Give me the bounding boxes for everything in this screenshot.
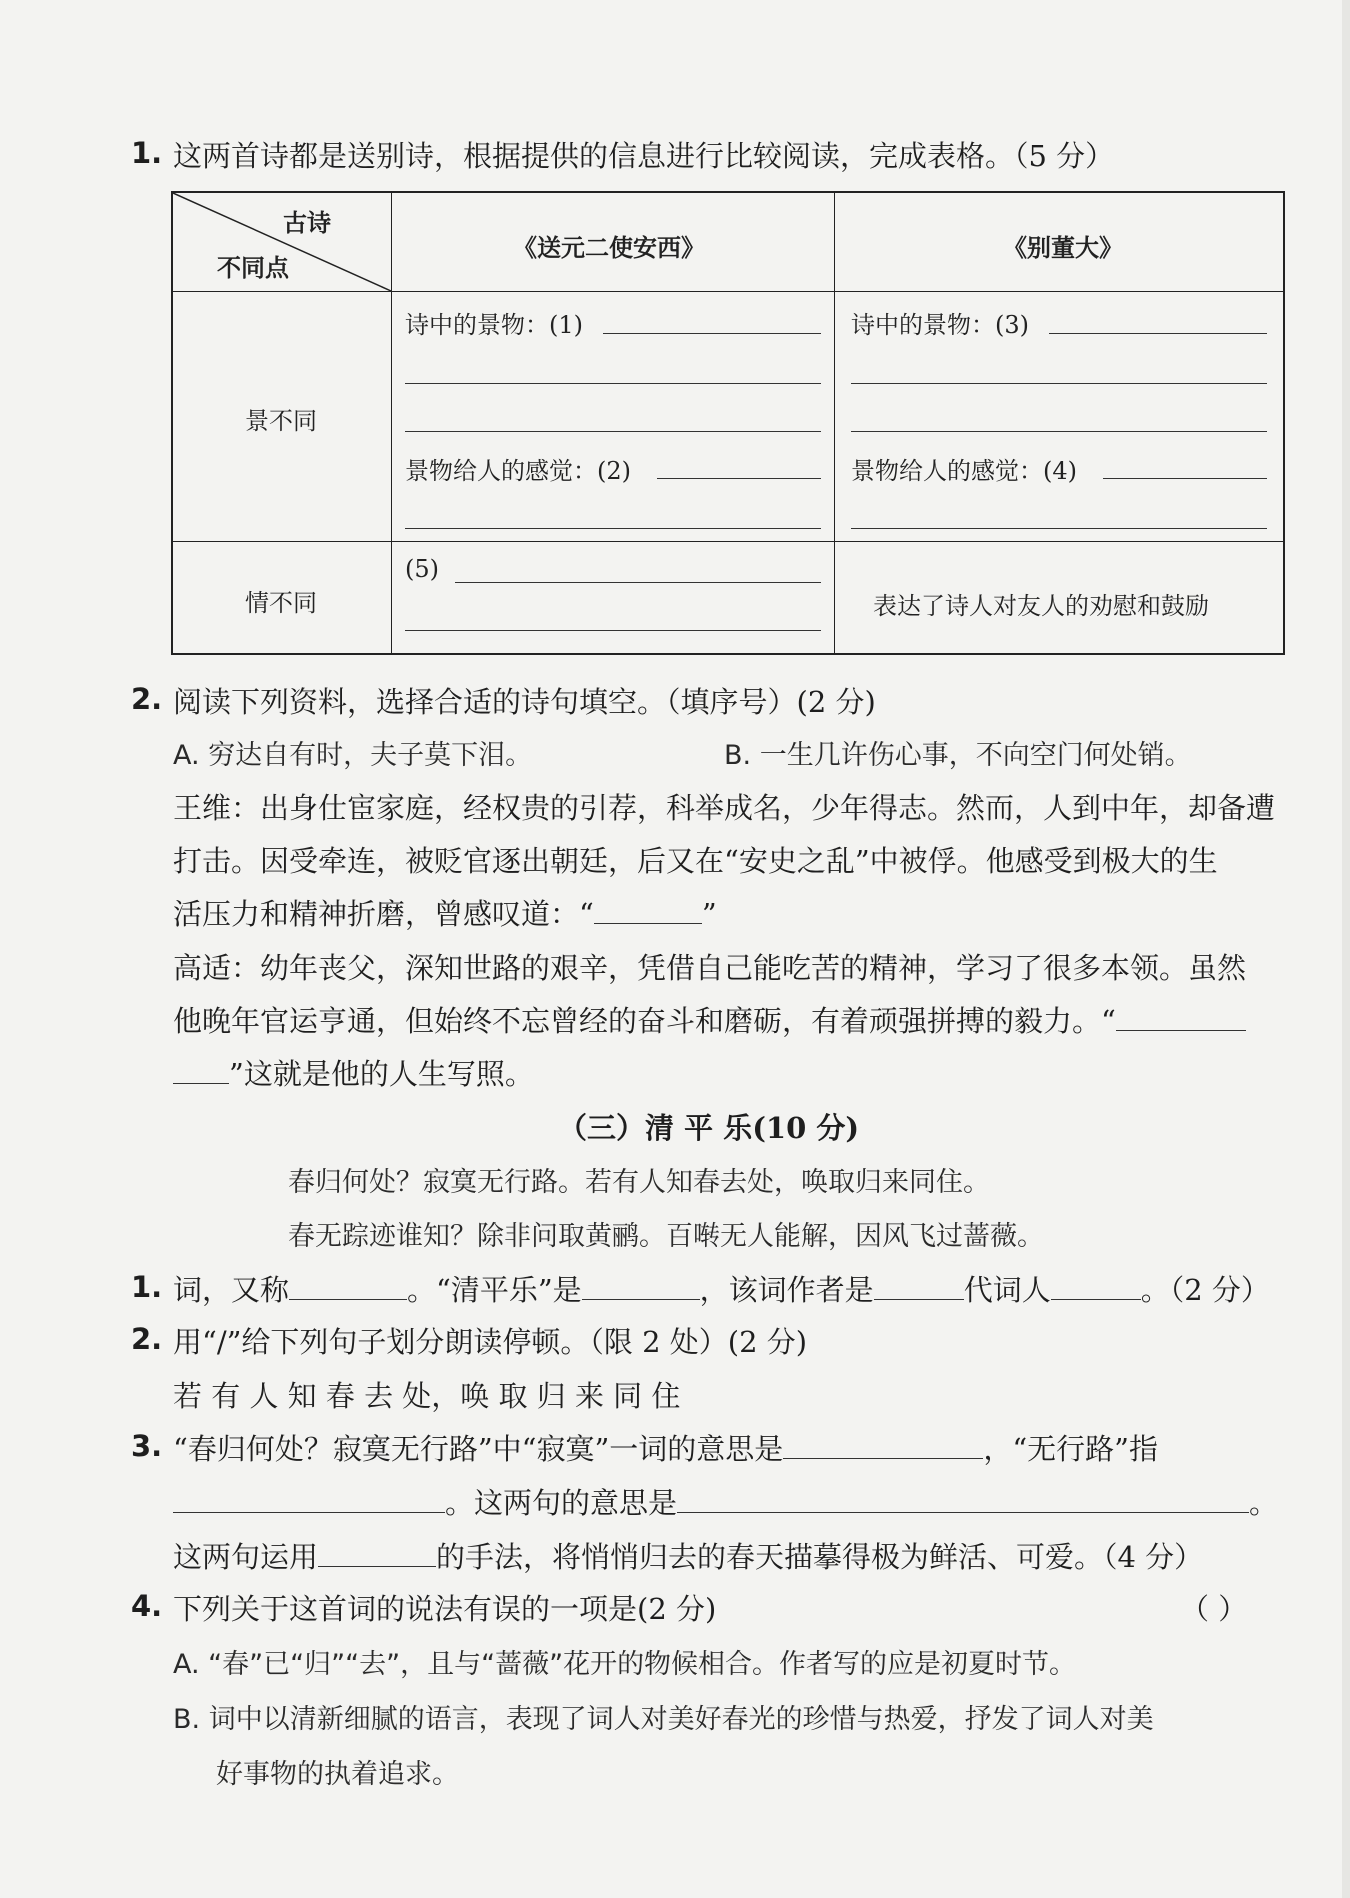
cell-2-feel-label: 景物给人的感觉：(4): [851, 457, 1077, 485]
s3q3-part-e: 这两句运用: [173, 1540, 319, 1574]
table-col-header-1: 《送元二使安西》: [513, 234, 705, 262]
s3q2-sentence: 若 有 人 知 春 去 处，唤 取 归 来 同 住: [173, 1379, 681, 1413]
cell-2-emotion-text: 表达了诗人对友人的劝慰和鼓励: [873, 592, 1209, 620]
s3q4-option-b-line-1: B. 词中以清新细腻的语言，表现了词人对美好春光的珍惜与热爱，抒发了词人对美: [173, 1704, 1154, 1735]
answer-line-1b[interactable]: [405, 383, 821, 384]
s3-question-3-number: 3.: [131, 1429, 163, 1463]
table-row-header-emotion: 情不同: [245, 589, 317, 617]
comparison-table: [171, 191, 1285, 655]
section-3-title: （三）清 平 乐(10 分): [558, 1111, 860, 1145]
answer-line-2[interactable]: [657, 478, 821, 479]
table-row-header-scene: 景不同: [245, 407, 317, 435]
wangwei-line-2: 打击。因受牵连，被贬官逐出朝廷，后又在“安史之乱”中被俘。他感受到极大的生: [173, 844, 1218, 878]
s3q1-blank-2[interactable]: [582, 1298, 700, 1300]
question-1-text: 这两首诗都是送别诗，根据提供的信息进行比较阅读，完成表格。（5 分）: [173, 139, 1115, 173]
s3-question-2-number: 2.: [131, 1322, 163, 1356]
gaoshi-line-1: 高适：幼年丧父，深知世路的艰辛，凭借自己能吃苦的精神，学习了很多本领。虽然: [173, 951, 1247, 985]
s3-question-4-number: 4.: [131, 1589, 163, 1623]
s3q1-part-b: 。“清平乐”是: [407, 1273, 582, 1307]
s3-question-1-number: 1.: [131, 1270, 163, 1304]
cell-1-scene-label: 诗中的景物：(1): [405, 311, 583, 339]
option-a: A. 穷达自有时，夫子莫下泪。: [173, 740, 533, 771]
wangwei-line-3-text: 活压力和精神折磨，曾感叹道：“: [173, 897, 594, 931]
answer-line-1[interactable]: [603, 333, 821, 334]
s3q3-line-2: [173, 1481, 1278, 1522]
answer-line-1c[interactable]: [405, 431, 821, 432]
s3q1-part-c: ，该词作者是: [699, 1273, 874, 1307]
gaoshi-line-2: [173, 999, 1246, 1040]
gaoshi-answer-blank-cont[interactable]: [173, 1082, 229, 1084]
s3q1-part-d: 代词人: [963, 1273, 1051, 1307]
s3q1-blank-3[interactable]: [874, 1298, 964, 1300]
s3q4-option-a: A. “春”已“归”“去”，且与“蔷薇”花开的物候相合。作者写的应是初夏时节。: [173, 1649, 1077, 1680]
s3q3-blank-1[interactable]: [783, 1457, 983, 1459]
answer-line-5[interactable]: [455, 582, 821, 583]
s3q3-part-a: “春归何处？寂寞无行路”中“寂寞”一词的意思是: [173, 1432, 784, 1466]
wangwei-line-1: 王维：出身仕宦家庭，经权贵的引荐，科举成名，少年得志。然而，人到中年，却备遭: [173, 791, 1276, 825]
gaoshi-line-2-text: 他晚年官运亨通，但始终不忘曾经的奋斗和磨砺，有着顽强拼搏的毅力。“: [173, 1004, 1116, 1038]
s3-question-1: [173, 1268, 1270, 1309]
gaoshi-line-3: [173, 1052, 534, 1093]
question-2-number: 2.: [131, 682, 163, 716]
cell-1-feel-label: 景物给人的感觉：(2): [405, 457, 631, 485]
page-edge: [1342, 0, 1350, 1898]
s3q1-part-a: 词，又称: [173, 1273, 290, 1307]
s3q3-blank-4[interactable]: [318, 1565, 436, 1567]
cell-2-scene-label: 诗中的景物：(3): [851, 311, 1029, 339]
s3q3-line-1: [173, 1427, 1158, 1468]
question-1-number: 1.: [131, 136, 163, 170]
s3q1-part-e: 。（2 分）: [1140, 1273, 1270, 1307]
wangwei-close-quote: ”: [701, 897, 717, 931]
s3q3-part-f: 的手法，将悄悄归去的春天描摹得极为鲜活、可爱。（4 分）: [436, 1540, 1204, 1574]
s3q3-part-d: 。: [1249, 1486, 1279, 1520]
wangwei-answer-blank[interactable]: [594, 922, 702, 924]
wangwei-line-3: [173, 892, 717, 933]
table-corner-top: 古诗: [283, 209, 331, 237]
gaoshi-line-3-text: ”这就是他的人生写照。: [229, 1057, 534, 1091]
answer-line-3b[interactable]: [851, 383, 1267, 384]
answer-line-3c[interactable]: [851, 431, 1267, 432]
table-corner-bottom: 不同点: [217, 254, 289, 282]
cell-1-emotion-label: (5): [405, 555, 439, 583]
answer-line-2b[interactable]: [405, 528, 821, 529]
answer-line-4[interactable]: [1103, 478, 1267, 479]
question-2-text: 阅读下列资料，选择合适的诗句填空。（填序号）(2 分): [173, 685, 876, 719]
poem-line-2: 春无踪迹谁知？除非问取黄鹂。百啭无人能解，因风飞过蔷薇。: [288, 1221, 1044, 1252]
s3-question-4-text: 下列关于这首词的说法有误的一项是(2 分): [173, 1592, 717, 1626]
poem-line-1: 春归何处？寂寞无行路。若有人知春去处，唤取归来同住。: [288, 1167, 990, 1198]
s3q3-line-3: [173, 1535, 1203, 1576]
table-col-header-2: 《别董大》: [1003, 234, 1123, 262]
answer-line-5b[interactable]: [405, 630, 821, 631]
answer-line-4b[interactable]: [851, 528, 1267, 529]
s3q4-option-b-line-2: 好事物的执着追求。: [216, 1759, 459, 1790]
s3q3-part-b: ，“无行路”指: [983, 1432, 1158, 1466]
s3-question-2-text: 用“/”给下列句子划分朗读停顿。（限 2 处）(2 分): [173, 1325, 808, 1359]
s3q4-answer-paren[interactable]: （ ）: [1180, 1592, 1248, 1626]
s3q3-part-c: 。这两句的意思是: [445, 1486, 678, 1520]
gaoshi-answer-blank[interactable]: [1116, 1029, 1246, 1031]
option-b: B. 一生几许伤心事，不向空门何处销。: [724, 740, 1192, 771]
answer-line-3[interactable]: [1049, 333, 1267, 334]
s3q1-blank-1[interactable]: [289, 1298, 407, 1300]
s3q3-blank-2[interactable]: [173, 1511, 445, 1513]
s3q1-blank-4[interactable]: [1051, 1298, 1141, 1300]
s3q3-blank-3[interactable]: [677, 1511, 1249, 1513]
